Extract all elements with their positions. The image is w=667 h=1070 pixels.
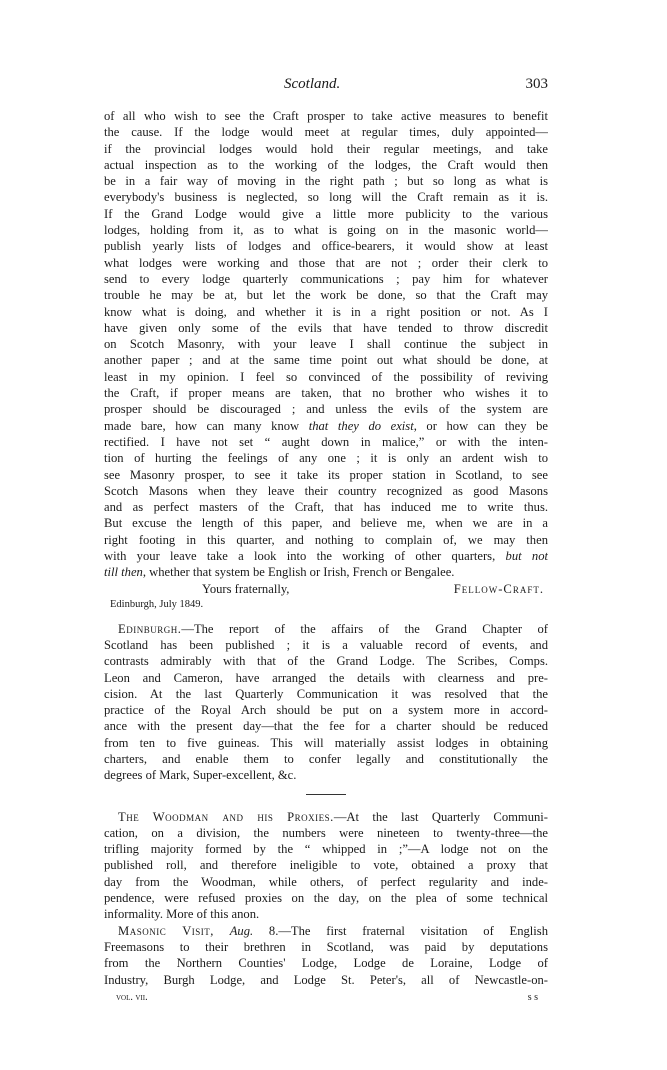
text-line: trouble he may be at, but let the work be done, so that the Craft may xyxy=(104,288,548,303)
letter-signoff xyxy=(104,581,548,597)
text-run: , or how can they be xyxy=(413,418,548,433)
text-line: what lodges were working and those that are not ; order their clerk to xyxy=(104,255,548,270)
italic-run: Aug. xyxy=(229,923,254,938)
text-line xyxy=(104,564,548,580)
dateline: Edinburgh, July 1849. xyxy=(110,598,204,610)
text-line xyxy=(104,923,548,939)
text-line xyxy=(104,548,548,564)
paragraph-grand-chapter xyxy=(104,621,548,784)
text-line: Scotland has been published ; it is a valuable record of events, and xyxy=(104,637,548,652)
section-lead: The Woodman and his Proxies. xyxy=(118,809,334,824)
text-line: If the Grand Lodge would give a little more publicity to the various xyxy=(104,206,548,221)
text-line: ance with the present day—that the fee for a charter should be reduced xyxy=(104,719,548,734)
text-line: from ten to five guineas. This will materially assist lodges in obtaining xyxy=(104,735,548,750)
text-line: degrees of Mark, Super-excellent, &c. xyxy=(104,768,297,783)
text-run: 8.—The first fraternal visitation of English xyxy=(253,923,548,938)
text-line: day from the Woodman, while others, of perfect regularity and inde- xyxy=(104,874,548,889)
text-line: Freemasons to their brethren in Scotland, was paid by deputations xyxy=(104,939,548,954)
text-run: , whether that system be English or Irish, French or Bengalee. xyxy=(142,565,455,580)
signature-mark: s s xyxy=(527,991,538,1003)
text-run: with your leave take a look into the working of other quarters, xyxy=(104,549,506,564)
text-line: charters, and enable them to confer legally and constitutionally the xyxy=(104,751,548,766)
italic-run: but not xyxy=(505,549,548,564)
paragraph-letter xyxy=(104,108,548,581)
italic-run: till then xyxy=(104,565,143,580)
text-line: the cause. If the lodge would meet at regular times, duly appointed— xyxy=(104,125,548,140)
text-line xyxy=(104,418,548,434)
text-line: right footing in this quarter, and nothing to complain of, we may then xyxy=(104,532,548,547)
text-line: published roll, and therefore ineligible to vote, obtained a proxy that xyxy=(104,858,548,873)
text-run: —The report of the affairs of the Grand Chapter of xyxy=(181,621,548,636)
text-line: tion of hurting the feelings of any one ; it is only an ardent wish to xyxy=(104,451,548,466)
text-line: of all who wish to see the Craft prosper to take active measures to benefit xyxy=(104,109,548,123)
section-lead: Edinburgh. xyxy=(118,621,182,636)
text-line: send to every lodge quarterly communications ; pay him for whatever xyxy=(104,271,548,286)
text-line: on Scotch Masonry, with your leave I shall continue the subject in xyxy=(104,337,548,352)
text-line: Industry, Burgh Lodge, and Lodge St. Peter's, all of Newcastle-on- xyxy=(104,972,548,987)
text-line: least in my opinion. I feel so convinced of the possibility of reviving xyxy=(104,369,548,384)
paragraph-woodman xyxy=(104,809,548,923)
text-line: from the Northern Counties' Lodge, Lodge de Loraine, Lodge of xyxy=(104,956,548,971)
text-line xyxy=(104,621,548,637)
text-line: see Masonry prosper, to see it take its proper station in Scotland, to see xyxy=(104,467,548,482)
section-divider xyxy=(306,794,346,795)
text-line: cision. At the last Quarterly Communication it was resolved that the xyxy=(104,686,548,701)
text-line: the Craft, if proper means are taken, that no brother who wishes it to xyxy=(104,386,548,401)
page-footer xyxy=(104,988,548,1004)
italic-run: that they do exist xyxy=(308,418,414,433)
text-line: know what is doing, and whether it is in a right position or not. As I xyxy=(104,304,548,319)
text-run: made bare, how can many know xyxy=(104,418,309,433)
page-number: 303 xyxy=(525,76,548,92)
text-line: trifling majority formed by the “ whipped in ;”—A lodge not on the xyxy=(104,842,548,857)
signature: Fellow-Craft. xyxy=(453,581,544,596)
text-run: —At the last Quarterly Communi- xyxy=(333,809,548,824)
text-line: But excuse the length of this paper, and believe me, when we are in a xyxy=(104,516,548,531)
text-line: and as perfect masters of the Craft, that has induced me to write thus. xyxy=(104,500,548,515)
text-line: cation, on a division, the numbers were nineteen to twenty-three—the xyxy=(104,825,548,840)
text-line: pendence, were refused proxies on the day, on the plea of some technical xyxy=(104,891,548,906)
text-line: publish yearly lists of lodges and office-bearers, it would show at least xyxy=(104,239,548,254)
text-line: everybody's business is neglected, so long will the Craft remain as it is. xyxy=(104,190,548,205)
page xyxy=(104,72,548,1004)
article-body xyxy=(104,108,548,1004)
text-line: informality. More of this anon. xyxy=(104,907,260,922)
text-line: prosper should be discouraged ; and unless the evils of the system are xyxy=(104,402,548,417)
section-lead: Masonic Visit, xyxy=(118,923,214,938)
text-line xyxy=(104,809,548,825)
running-header xyxy=(104,72,548,98)
running-title: Scotland. xyxy=(284,76,341,92)
text-line: another paper ; and at the same time point out what should be done, at xyxy=(104,353,548,368)
text-line: be in a fair way of moving in the right path ; but so long as what is xyxy=(104,174,548,189)
text-line: have given only some of the evils that have tended to throw discredit xyxy=(104,320,548,335)
volume-mark: vol. vii. xyxy=(116,991,148,1003)
text-line: actual inspection as to the working of the lodges, the Craft would then xyxy=(104,157,548,172)
text-line: if the provincial lodges would hold their regular meetings, and take xyxy=(104,141,548,156)
text-line: lodges, holding from it, as to what is going on in the masonic world— xyxy=(104,223,548,238)
paragraph-masonic-visit xyxy=(104,923,548,988)
text-line: Scotch Masons when they leave their country recognized as good Masons xyxy=(104,483,548,498)
text-line: Leon and Cameron, have arranged the details with clearness and pre- xyxy=(104,670,548,685)
valediction: Yours fraternally, xyxy=(202,581,290,596)
text-line: rectified. I have not set “ aught down in malice,” or with the inten- xyxy=(104,434,548,449)
spacer xyxy=(104,613,548,621)
text-line: practice of the Royal Arch should be put on a system more in accord- xyxy=(104,703,548,718)
text-line: contrasts admirably with that of the Grand Lodge. The Scribes, Comps. xyxy=(104,654,548,669)
